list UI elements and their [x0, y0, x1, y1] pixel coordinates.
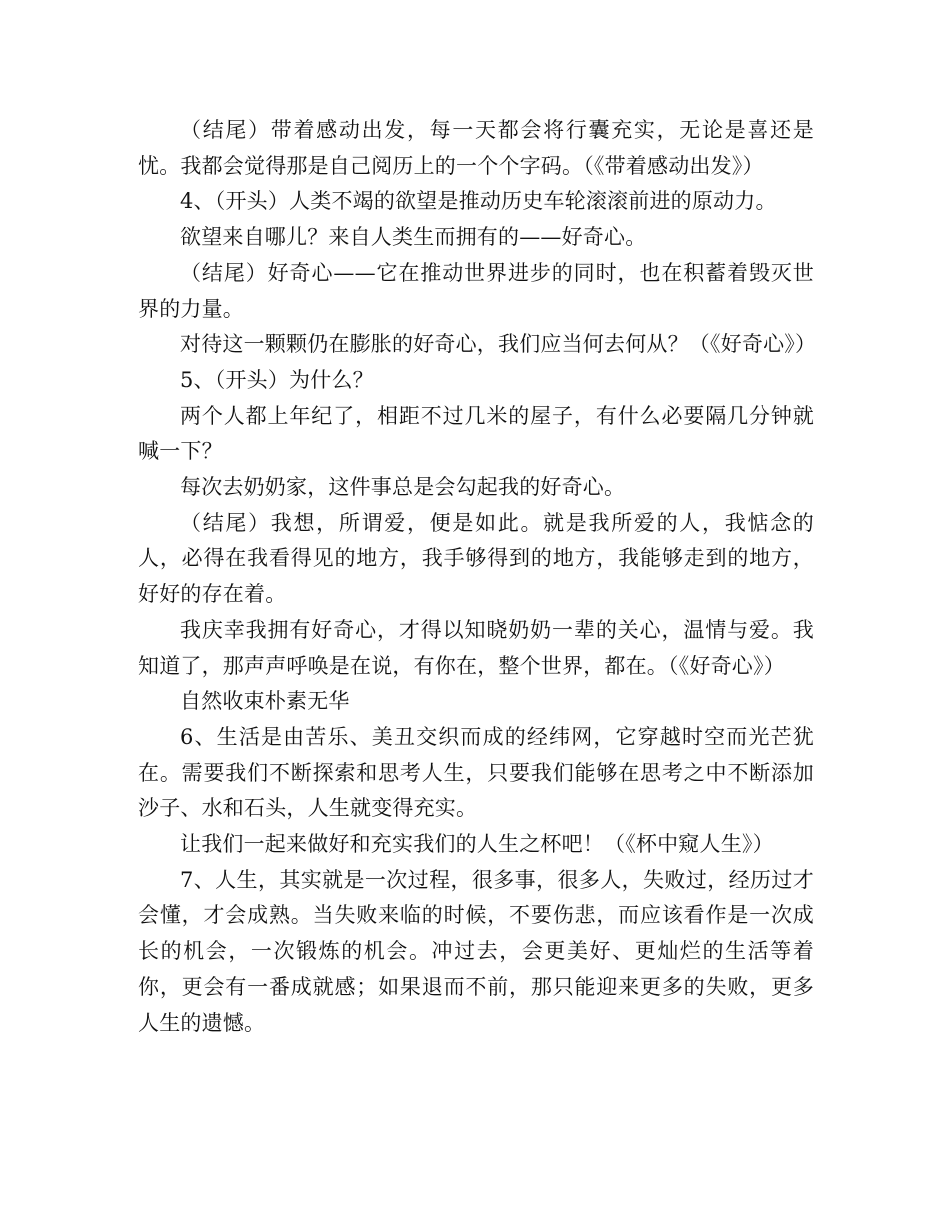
paragraph-item-5-context: 每次去奶奶家，这件事总是会勾起我的好奇心。	[180, 475, 626, 500]
paragraph-item-4-closing-2: 对待这一颗颗仍在膨胀的好奇心，我们应当何去何从？（《好奇心》）	[180, 332, 817, 357]
paragraph-item-5-closing-2: 我庆幸我拥有好奇心，才得以知晓奶奶一辈的关心，温情与爱。我知道了，那声声呼唤是在说，有你在，整个世界，都在。（《好奇心》）	[138, 617, 814, 678]
paragraph-item-4-closing: （结尾）好奇心——它在推动世界进步的同时，也在积蓄着毁灭世界的力量。	[138, 260, 814, 321]
document-body	[138, 113, 817, 1041]
paragraph-closing-1: （结尾）带着感动出发，每一天都会将行囊充实，无论是喜还是忧。我都会觉得那是自己阅历上的一个个字码。（《带着感动出发》）	[138, 118, 814, 178]
paragraph-item-7: 7、人生，其实就是一次过程，很多事，很多人，失败过，经历过才会懂，才会成熟。当失败来临的时候，不要伤悲，而应该看作是一次成长的机会，一次锻炼的机会。冲过去，会更美好、更灿烂的生活等着你，更会有一番成就感；如果退而不前，那只能迎来更多的失败，更多人生的遗憾。	[138, 867, 814, 1035]
paragraph-item-5-opening: 5、（开头）为什么？	[180, 367, 374, 392]
paragraph-item-5-closing: （结尾）我想，所谓爱，便是如此。就是我所爱的人，我惦念的人，必得在我看得见的地方，我手够得到的地方，我能够走到的地方，好好的存在着。	[138, 510, 814, 607]
paragraph-item-4-question: 欲望来自哪儿？来自人类生而拥有的——好奇心。	[180, 225, 647, 250]
paragraph-item-6-closing: 让我们一起来做好和充实我们的人生之杯吧！（《杯中窥人生》）	[180, 832, 774, 857]
paragraph-item-4-opening: 4、（开头）人类不竭的欲望是推动历史车轮滚滚前进的原动力。	[180, 189, 777, 214]
section-heading: 自然收束朴素无华	[180, 689, 350, 714]
paragraph-item-5-question: 两个人都上年纪了，相距不过几米的屋子，有什么必要隔几分钟就喊一下？	[138, 403, 814, 464]
paragraph-item-6: 6、生活是由苦乐、美丑交织而成的经纬网，它穿越时空而光芒犹在。需要我们不断探索和思考人生，只要我们能够在思考之中不断添加沙子、水和石头，人生就变得充实。	[138, 724, 814, 821]
